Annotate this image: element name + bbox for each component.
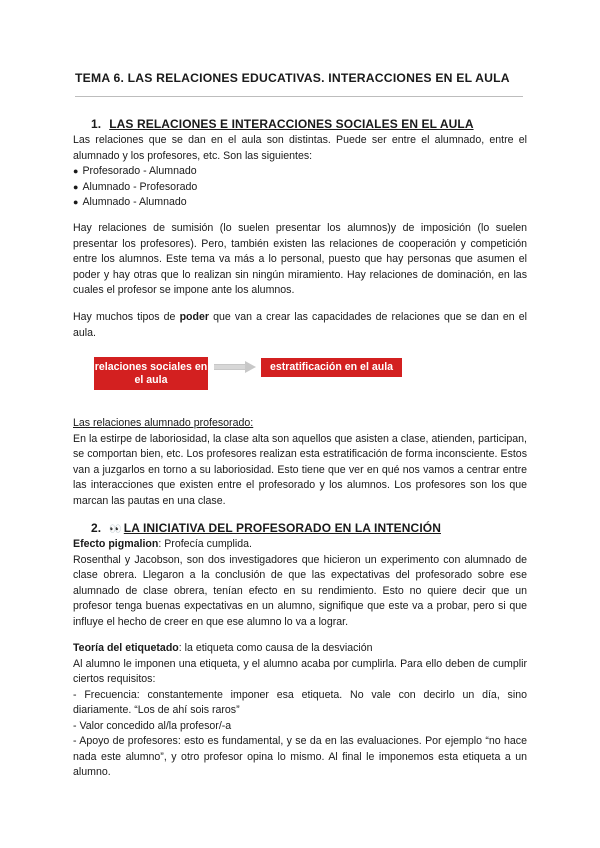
requirement-item: - Apoyo de profesores: esto es fundamental, y se da en las evaluaciones. Por ejemplo “no hace nada este alumno”, y otro profesor opina lo mismo. Al final le imponemos esta etiqueta a un alumno. (73, 735, 527, 778)
section-1-paragraph-3 (73, 310, 527, 341)
title-divider (75, 96, 523, 97)
diagram-box-left: relaciones sociales en el aula (94, 357, 208, 390)
paragraph-text (73, 310, 527, 341)
list-item: ● Alumnado - Alumnado (73, 195, 527, 211)
text-span: : Profecía cumplida. (158, 538, 252, 550)
text-span: que van a crear las capacidades de relaciones que se dan en el aula. (73, 311, 527, 339)
section-1-intro: Las relaciones que se dan en el aula son distintas. Puede ser entre el alumnado, entre el alumnado y los profesores, etc. Son las siguientes: (73, 134, 527, 162)
section-1-intro-block (73, 133, 527, 211)
paragraph-text (73, 641, 527, 657)
paragraph-text (73, 537, 527, 553)
text-span: : la etiqueta como causa de la desviación (178, 642, 373, 654)
section-2-title: LA INICIATIVA DEL PROFESORADO EN LA INTENCIÓN (123, 521, 441, 535)
arrow-right-icon (214, 361, 256, 373)
document-title: TEMA 6. LAS RELACIONES EDUCATIVAS. INTERACCIONES EN EL AULA (75, 71, 510, 85)
bold-term: Teoría del etiquetado (73, 642, 179, 654)
list-item: ● Alumnado - Profesorado (73, 180, 527, 196)
section-1-paragraph-2 (73, 221, 527, 299)
diagram-box-right: estratificación en el aula (261, 358, 402, 377)
subsection-heading: Las relaciones alumnado profesorado: (73, 417, 254, 429)
paragraph-text: Rosenthal y Jacobson, son dos investigadores que hicieron un experimento con alumnado de clase obrera. Llegaron a la conclusión de que las expectativas del profesorado sobre ese alumnado de clase obrera, tenían efecto en su rendimiento. Esto no quiere decir que un profesor tenga buenas expectativas en un alumno, signifique que este va a probar, pero si que influye el hecho de creer en que ese alumno lo va a lograr. (73, 553, 527, 628)
paragraph-text: Hay relaciones de sumisión (lo suelen presentar los alumnos)y de imposición (lo suelen presentar los profesores). Pero, también existen las relaciones de cooperación y competición entre los alumnos. Este tema va más a lo personal, puesto que hay personas que asumen el poder y hay otras que lo realizan sin ningún miramiento. Hay relaciones de dominación, en las cuales el profesor se impone ante los alumnos. (73, 222, 527, 296)
section-1-subsection (73, 416, 527, 509)
text-span: Hay muchos tipos de (73, 311, 180, 323)
section-2-heading (91, 521, 441, 538)
bold-term: Efecto pigmalion (73, 538, 159, 550)
pygmalion-block (73, 537, 527, 630)
paragraph-text: En la estirpe de laboriosidad, la clase alta son aquellos que asisten a clase, atienden, participan, se comportan bien, etc. Los profesores realizan esta estratificación de forma inconsciente. Estos van a juzgarlos en torno a su laboriosidad. Esto tiene que ver en qué nos vamos a centrar entre las interacciones que existen entre el profesorado y los alumnos. Los profesores son los que marcan las pautas en una clase. (73, 432, 527, 507)
labeling-block (73, 641, 527, 781)
requirement-item: - Valor concedido al/la profesor/-a (73, 719, 232, 732)
section-2-number: 2. (91, 521, 102, 535)
list-item: ● Profesorado - Alumnado (73, 164, 527, 180)
section-1-heading (91, 117, 474, 133)
requirement-item: - Frecuencia: constantemente imponer esa etiqueta. No vale con decirlo un día, sino diariamente. “Los de ahí sois raros” (73, 688, 527, 716)
relations-list (73, 164, 527, 211)
bold-term: poder (179, 311, 210, 323)
section-1-number: 1. (91, 117, 102, 131)
paragraph-text: Al alumno le imponen una etiqueta, y el alumno acaba por cumplirla. Para ello deben de cumplir ciertos requisitos: (73, 657, 527, 685)
eyes-icon: 👀 (109, 524, 122, 535)
relations-diagram (94, 357, 402, 390)
section-1-title: LAS RELACIONES E INTERACCIONES SOCIALES EN EL AULA (109, 117, 474, 131)
